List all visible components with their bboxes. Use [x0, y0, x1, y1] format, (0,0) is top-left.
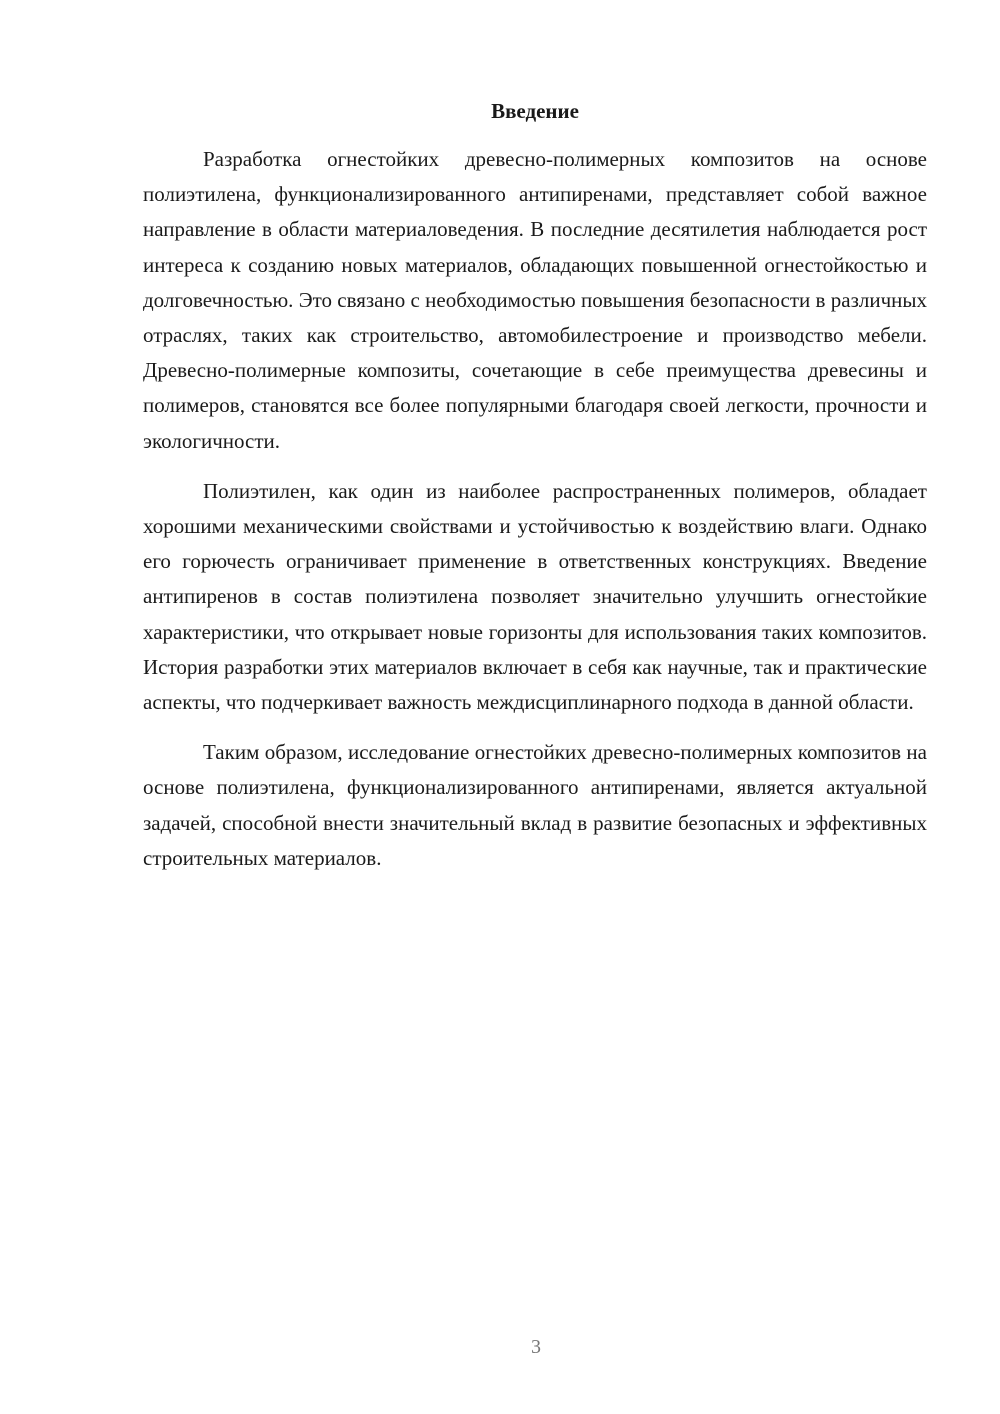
page-content: [143, 96, 927, 876]
section-title: Введение: [491, 99, 579, 123]
paragraph-3: Таким образом, исследование огнестойких древесно-полимерных композитов на основе полиэтилена, функционализированного антипиренами, является актуальной задачей, способной внести значительный вклад в развитие безопасных и эффективных строительных материалов.: [143, 740, 927, 870]
paragraph-2: Полиэтилен, как один из наиболее распространенных полимеров, обладает хорошими механическими свойствами и устойчивостью к воздействию влаги. Однако его горючесть ограничивает применение в ответственных конструкциях. Введение антипиренов в состав полиэтилена позволяет значительно улучшить огнестойкие характеристики, что открывает новые горизонты для использования таких композитов. История разработки этих материалов включает в себя как научные, так и практические аспекты, что подчеркивает важность междисциплинарного подхода в данной области.: [143, 478, 927, 715]
page-number: 3: [531, 1336, 541, 1358]
paragraph-1: Разработка огнестойких древесно-полимерных композитов на основе полиэтилена, функционализированного антипиренами, представляет собой важное направление в области материаловедения. В последние десятилетия наблюдается рост интереса к созданию новых материалов, обладающих повышенной огнестойкостью и долговечностью. Это связано с необходимостью повышения безопасности в различных отраслях, таких как строительство, автомобилестроение и производство мебели. Древесно-полимерные композиты, сочетающие в себе преимущества древесины и полимеров, становятся все более популярными благодаря своей легкости, прочности и экологичности.: [143, 147, 927, 453]
